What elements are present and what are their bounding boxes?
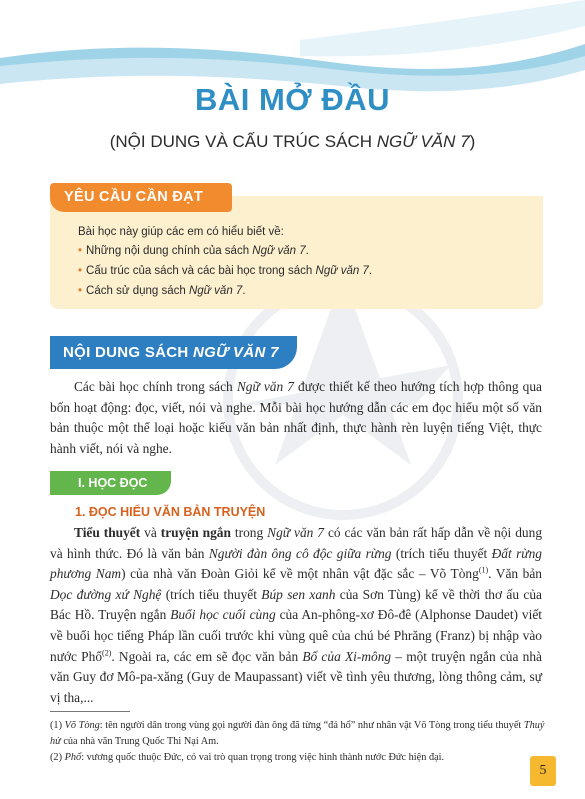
bullet-icon: • (78, 265, 83, 277)
requirement-item: • Cách sử dụng sách Ngữ văn 7. (78, 285, 246, 297)
page-title: BÀI MỞ ĐẦU (194, 82, 391, 117)
section-banner: NỘI DUNG SÁCH NGỮ VĂN 7 (50, 336, 297, 369)
footnote-2: (2) Phổ: vương quốc thuộc Đức, có vai trò quan trọng trong việc hình thành nước Đức hiện đại. (50, 752, 445, 763)
footnote-1: (1) Võ Tòng: tên người dân trong vùng gọi người đàn ông đã từng “đả hổ” như nhân vật Võ Tòng trong tiểu thuyết Thuỷ hử của nhà văn Trung Quốc Thi Nại Am. (50, 720, 545, 747)
requirement-item: • Cấu trúc của sách và các bài học trong sách Ngữ văn 7. (78, 265, 373, 277)
footnote-ref: (2) (102, 648, 112, 658)
bullet-icon: • (78, 285, 83, 297)
subtitle-prefix: (NỘI DUNG VÀ CẤU TRÚC SÁCH (109, 132, 377, 151)
requirement-item: • Những nội dung chính của sách Ngữ văn 7. (78, 245, 309, 257)
footnote-ref: (1) (478, 565, 489, 575)
subheading-doc-hieu: 1. ĐỌC HIỂU VĂN BẢN TRUYỆN (75, 505, 266, 519)
hoc-doc-banner: I. HỌC ĐỌC (50, 471, 171, 495)
page-subtitle (0, 132, 585, 152)
requirements-tab: YÊU CẦU CẦN ĐẠT (50, 183, 232, 212)
bullet-icon: • (78, 245, 83, 257)
subtitle-suffix: ) (469, 132, 476, 151)
hoc-doc-paragraph: Tiểu thuyết và truyện ngắn trong Ngữ văn 7 có các văn bản rất hấp dẫn về nội dung và hình thức. Đó là văn bản Người đàn ông cô độc giữa rừng (trích tiểu thuyết Đất rừng phương Nam) của nhà văn Đoàn Giỏi kể về một nhân vật đặc sắc – Võ Tòng$^{(1)}$. Văn bản Dọc đường xứ Nghệ (trích tiểu thuyết Búp sen xanh của Sơn Tùng) kể về thời thơ ấu của Bác Hồ. Truyện ngắn Buổi học cuối cùng của An-phông-xơ Đô-đê (Alphonse Daudet) viết về buổi học tiếng Pháp lần cuối trước khi vùng quê của chú bé Phrăng (Franz) bị nhập vào nước Phổ$^{(2)}$. Ngoài ra, các em sẽ đọc văn bản Bố của Xi-mông – một truyện ngắn của nhà văn Guy đơ Mô-pa-xăng (Guy de Maupassant) viết về tình yêu thương, lòng thông cảm, sự vị tha,... (50, 525, 543, 705)
page-number: 5 (530, 756, 556, 786)
requirements-intro: Bài học này giúp các em có hiểu biết về: (78, 226, 284, 238)
footnote-divider (50, 711, 130, 712)
intro-paragraph: Các bài học chính trong sách Ngữ văn 7 được thiết kế theo hướng tích hợp thông qua bốn hoạt động: đọc, viết, nói và nghe. Mỗi bài học hướng dẫn các em đọc hiểu một số văn bản thuộc một thể loại hoặc kiểu văn bản nhất định, thực hành rèn luyện tiếng Việt, thực hành viết, nói và nghe. (50, 379, 543, 456)
subtitle-book: NGỮ VĂN 7 (376, 132, 470, 151)
